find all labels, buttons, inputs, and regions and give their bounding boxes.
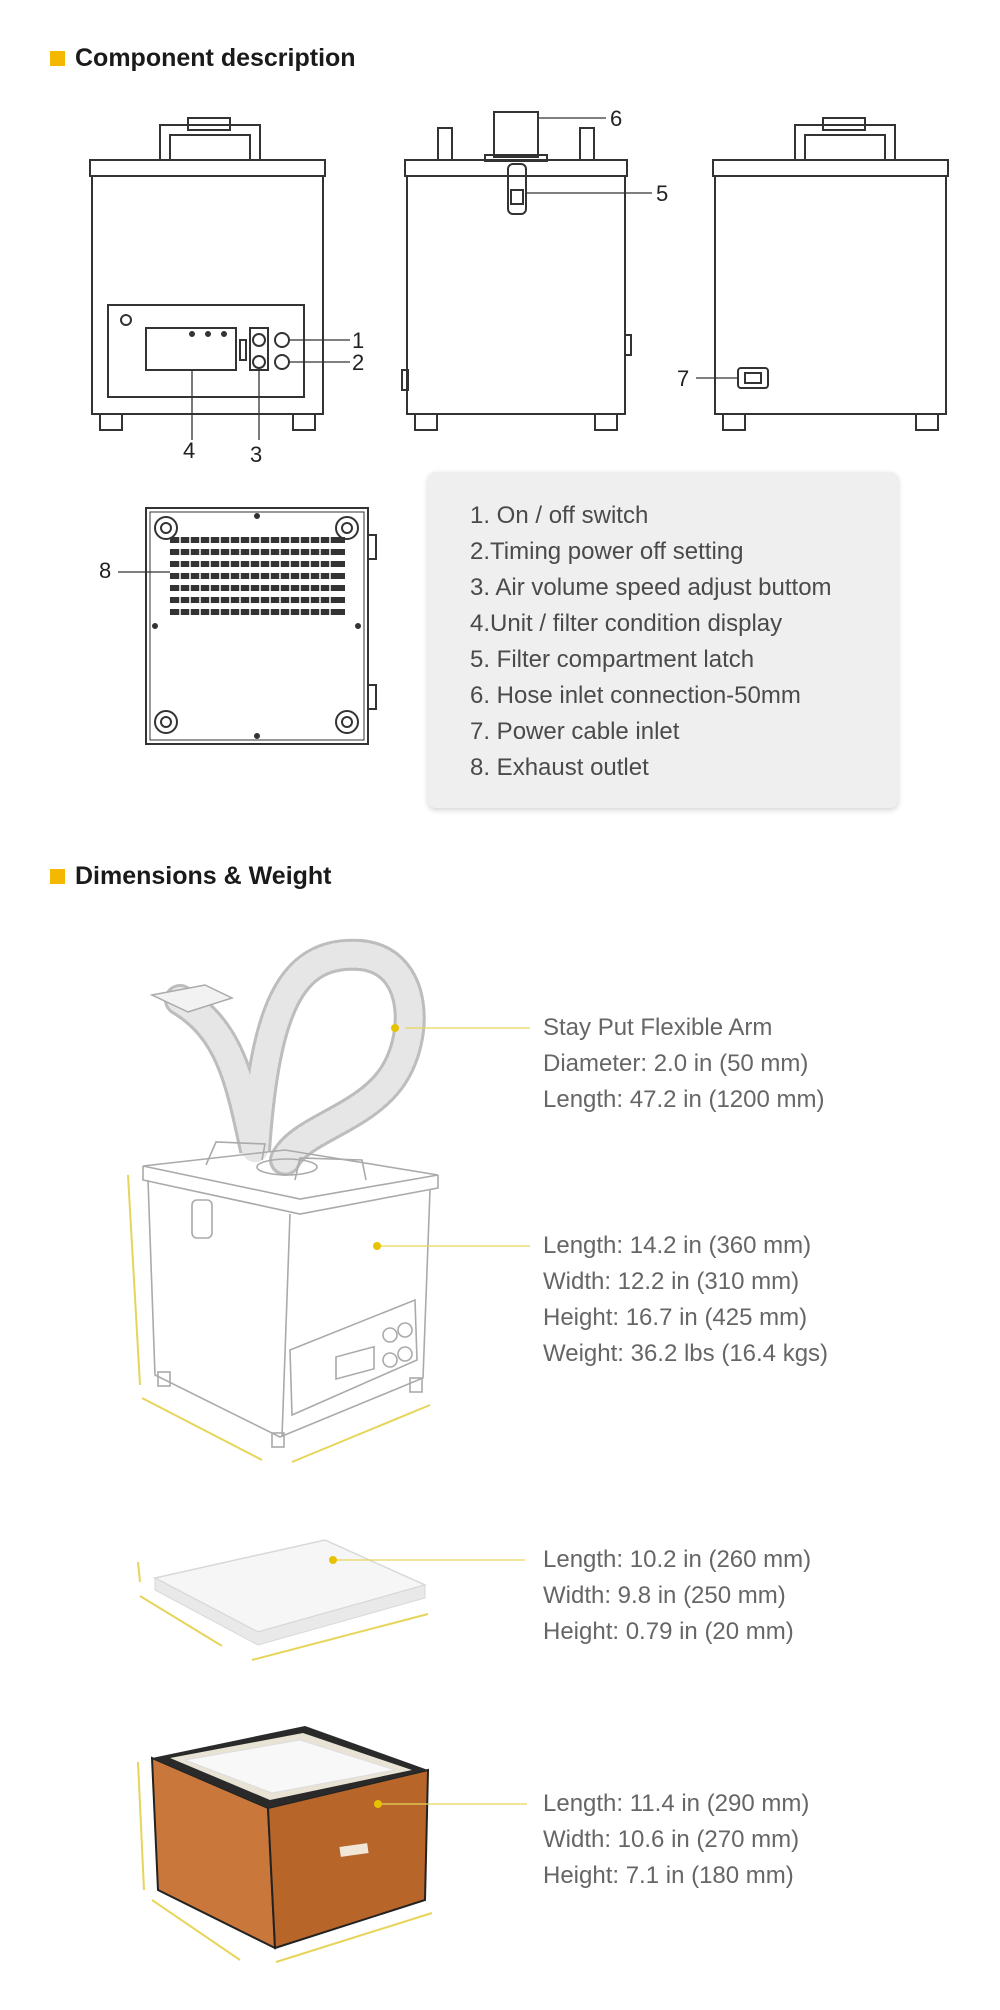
legend-item: 8. Exhaust outlet [470, 754, 649, 781]
callout-6: 6 [610, 106, 623, 131]
unit-spec-line: Width: 12.2 in (310 mm) [543, 1268, 800, 1295]
main-filter-spec [543, 1786, 809, 1894]
callout-1: 1 [352, 328, 365, 353]
unit-spec-line: Weight: 36.2 lbs (16.4 kgs) [543, 1340, 829, 1367]
legend-item: 6. Hose inlet connection-50mm [470, 682, 801, 709]
callout-7: 7 [677, 366, 690, 391]
main-filter-spec-line: Width: 10.6 in (270 mm) [543, 1826, 800, 1853]
legend-item: 7. Power cable inlet [470, 718, 680, 745]
arm-spec-line: Diameter: 2.0 in (50 mm) [543, 1050, 809, 1077]
callout-5: 5 [656, 181, 669, 206]
arm-spec-line: Length: 47.2 in (1200 mm) [543, 1086, 825, 1113]
main-filter-spec-line: Length: 11.4 in (290 mm) [543, 1790, 810, 1817]
unit-spec-line: Length: 14.2 in (360 mm) [543, 1232, 812, 1259]
pre-filter-spec-line: Height: 0.79 in (20 mm) [543, 1618, 794, 1645]
legend-item: 5. Filter compartment latch [470, 646, 755, 673]
callout-2: 2 [352, 350, 365, 375]
arm-spec-line: Stay Put Flexible Arm [543, 1014, 773, 1041]
component-title-text: Component description [75, 44, 356, 72]
dimensions-title-text: Dimensions & Weight [75, 862, 332, 890]
pre-filter-spec-line: Width: 9.8 in (250 mm) [543, 1582, 786, 1609]
callout-3: 3 [250, 442, 263, 467]
pre-filter-spec-line: Length: 10.2 in (260 mm) [543, 1546, 812, 1573]
legend-item: 2.Timing power off setting [470, 538, 744, 565]
callout-8: 8 [99, 558, 112, 583]
legend-item: 3. Air volume speed adjust buttom [470, 574, 832, 601]
legend-item: 1. On / off switch [470, 502, 649, 529]
main-filter-spec-line: Height: 7.1 in (180 mm) [543, 1862, 794, 1889]
legend-item: 4.Unit / filter condition display [470, 610, 783, 637]
unit-spec-line: Height: 16.7 in (425 mm) [543, 1304, 808, 1331]
callout-4: 4 [183, 438, 196, 463]
